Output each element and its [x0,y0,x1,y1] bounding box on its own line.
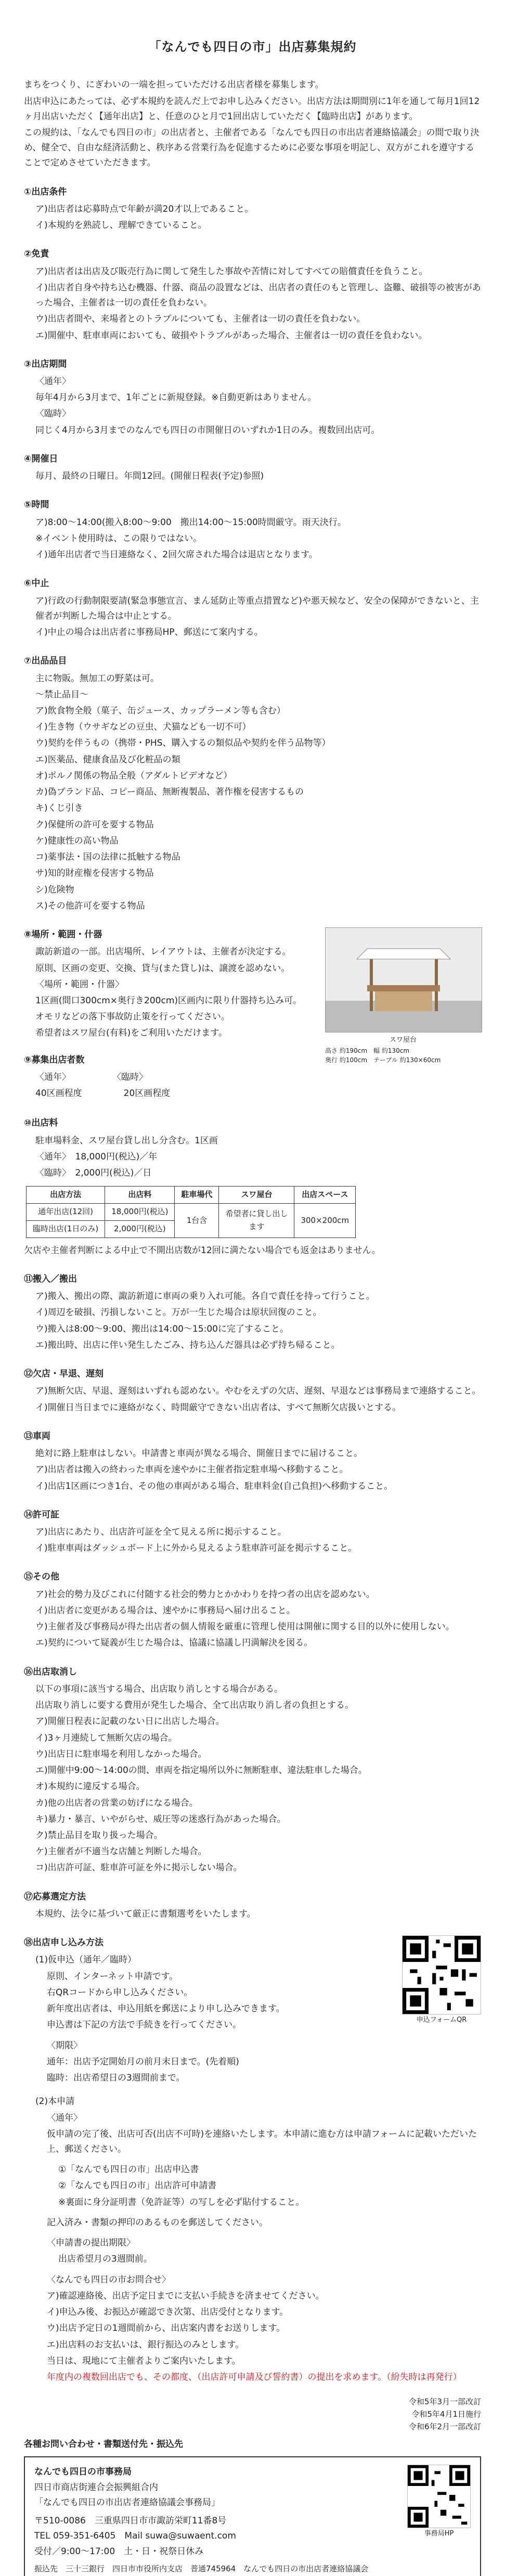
fee-cell: 臨時出店(1日のみ) [27,1220,105,1238]
sections-group-b [24,1272,481,1922]
booth-line: 諏訪新道の一部。出店場所、レイアウトは、主催者が決定する。 [35,947,291,958]
apply-qr-box [402,1935,481,2087]
section-item: 〈臨時〉 [35,409,71,419]
intro-line: この規約は、「なんでも四日の市」の出店者と、主催者である「なんでも四日の市出店者連絡協議会」の間で取り決め、健全で、自由な経済活動と、秩序ある営業行為を促進するために必要な事項を明記し、双方がこれを遵守することで定めさせていただきます。 [24,127,480,169]
contact-line: 振込先 三十三銀行 四日市市役所内支店 普通745964 なんでも四日の市出店者連絡協議会 [34,2564,369,2573]
apply-warning: 年度内の複数回出店でも、その都度、（出店許可申請及び誓約書）の提出を求めます。（紛失時は再発行） [47,2372,462,2383]
section-item: ア)開催日程表に記載のない日に出店した場合。 [35,1716,225,1727]
apply-line: 出店希望月の3週間前。 [58,2254,152,2265]
apply-line: 〈通年〉 [47,2112,82,2123]
section [24,1890,481,1922]
sections-group-a [24,185,481,914]
apply-qr-code[interactable] [402,1935,481,2014]
section [24,247,481,343]
recruit-row [24,1070,313,1085]
qr-icon [408,2465,470,2528]
section [24,357,481,438]
apply-line: ア)確認連絡後、出店予定日までに支払い手続きを済ませてください。 [47,2290,325,2301]
contact-line: TEL 059-351-6405 Mail suwa@suwaent.com [34,2531,236,2542]
section-title: ⑰応募選定方法 [24,1891,86,1902]
apply-line: 新年度出店者は、申込用紙を郵送により申し込みできます。 [47,2004,285,2014]
section-item: 出店取り消しに要する費用が発生した場合、全て出店取り消し者の負担とする。 [35,1700,354,1711]
contact-box [24,2456,481,2576]
section-fee [24,1116,481,1258]
contact-line: なんでも四日の市事務局 [34,2467,132,2478]
section-title: ⑮その他 [24,1572,59,1583]
recruit-cell: 20区画程度 [123,1088,171,1099]
section-item: イ)中止の場合は出店者に事務局HP、郵送にて案内する。 [35,627,263,638]
section-title: ⑪搬入／搬出 [24,1273,77,1284]
section-item: 毎年4月から3月まで、1年ごとに新規登録。※自動更新はありません。 [35,392,317,403]
apply-line: エ)出店料のお支払いは、銀行振込のみとします。 [47,2339,244,2350]
apply-line: 〈期限〉 [47,2040,82,2051]
fee-table-header: スワ屋台 [219,1187,294,1204]
section-item: エ)医薬品、健康食品及び化粧品の類 [35,754,180,765]
section-item: コ)薬事法・国の法律に抵触する物品 [35,852,180,863]
section-item: ア)出店者は応募時点で年齢が満20才以上であること。 [35,203,254,214]
section [24,1429,481,1494]
section-item: ウ)出店者間や、来場者とのトラブルについても、主催者は一切の責任を負わない。 [35,314,366,325]
section-item: ウ)出店日に駐車場を利用しなかった場合。 [35,1749,207,1759]
section [24,1570,481,1651]
fee-table-header: 出店方法 [27,1187,105,1204]
apply-line: 臨時：出店希望日の3週間前まで。 [47,2073,185,2084]
section [24,1665,481,1876]
apply-line: 〈申請書の提出期限〉 [47,2238,135,2249]
section-item: イ)通年出店者で当日連絡なく、2回欠席された場合は退店となります。 [35,550,318,560]
apply-line: イ)申込み後、お振込が確認でき次第、出店受付となります。 [47,2307,289,2318]
revision-dates [24,2395,481,2433]
section [24,654,481,914]
contact-line: 〒510-0086 三重県四日市市諏訪栄町11番8号 [34,2516,227,2527]
fee-table-header: 駐車場代 [175,1187,219,1204]
section-item: ウ)搬入は8:00〜9:00、搬出は14:00〜15:00に完了すること。 [35,1323,289,1334]
section [24,498,481,563]
section-item: カ)偽ブランド品、コピー商品、無断複製品、著作権を侵害するもの [35,787,304,798]
section-item: キ)暴力・暴言、いやがらせ、威圧等の迷惑行為があった場合。 [35,1814,286,1825]
section-item: イ)開催日当日までに連絡がなく、時間厳守できない出店者は、すべて無断欠店扱いとする。 [35,1402,401,1413]
section-item: イ)3ヶ月連続して無断欠店の場合。 [35,1732,177,1743]
section-item: カ)他の出店者の営業の妨げになる場合。 [35,1797,198,1808]
apply-line: 仮申請の完了後、出店可否(出店不可時)を連絡いたします。本申請に進む方は申請フォームに記載いただいた上、郵送ください。 [47,2128,477,2154]
contact-qr-code[interactable] [407,2465,471,2528]
section-item: エ)搬出時、出店に伴い発生したごみ、持ち込んだ器具は必ず持ち帰ること。 [35,1340,340,1350]
fee-cell: 300×200cm [294,1204,356,1238]
intro [24,78,481,171]
section-title: ⑱出店申し込み方法 [24,1937,103,1948]
section-apply [24,1935,481,2385]
section [24,1367,481,1415]
section-title: ⑧場所・範囲・什器 [24,929,102,940]
fee-cell: 希望者に貸し出します [219,1204,294,1238]
fee-cell: 1台含 [175,1204,219,1238]
fee-line: 〈臨時〉 2,000円(税込)／日 [35,1168,152,1179]
section [24,452,481,484]
fee-note: 欠店や主催者判断による中止で不開出店数が12回に満たない場合でも返金はありません。 [24,1245,381,1256]
fee-table-header: 出店スペース [294,1187,356,1204]
section-item: イ)本規約を熟読し、理解できていること。 [35,220,207,231]
section-title: ⑩出店料 [24,1118,58,1129]
apply-line: 〈なんでも四日の市お問合せ〉 [47,2274,171,2285]
section-item: ア)社会的勢力及びこれに付随する社会的勢力とかかわりを持つ者の出店を認めない。 [35,1589,375,1600]
section-item: 〜禁止品目〜 [35,689,88,700]
section-title: ①出店条件 [24,186,67,197]
apply-line: (2)本申請 [35,2096,75,2107]
section-item: ケ)健康性の高い物品 [35,835,119,846]
section-title: ⑥中止 [24,578,49,589]
intro-line: 出店申込にあたっては、必ず本規約を読んだ上でお申し込みください。出店方法は期間別に1年を通して毎月1回12ヶ月出店いただく【通年出店】と、任意のひと月で1回出店していただく【臨時出店】があります。 [24,96,480,122]
apply-line: ※裏面に身分証明書（免許証等）の写しを必ず貼付すること。 [58,2197,305,2208]
section-title: ⑬車両 [24,1431,50,1442]
section-item: ア)出店にあたり、出店許可証を全て見える所に掲示すること。 [35,1527,287,1537]
contact-qr-caption: 事務局HP [424,2530,454,2538]
photo-caption: スワ屋台 [389,1036,417,1044]
section-item: オ)ポルノ関係の物品全般（アダルトビデオなど） [35,770,232,781]
apply-line: ウ)出店予定日の1週間前から、出店案内書をお送りします。 [47,2323,286,2334]
section-booth [24,927,481,1102]
booth-photo-box [325,927,481,1102]
section-title: ⑦出品品目 [24,656,67,667]
section-item: ウ)主催者及び事務局が得た出店者の個人情報を厳重に管理し使用は開催に関する目的以外に使用しない。 [35,1622,455,1633]
revision-date: 令和5年4月1日施行 [411,2409,481,2419]
section-item: 本規約、法令に基づいて厳正に書類選考をいたします。 [35,1908,256,1919]
section-item: 以下の事項に該当する場合、出店取り消しとする場合がある。 [35,1684,283,1694]
photo-spec: 奥行 約100cm テーブル 約130×60cm [325,1056,441,1064]
apply-line: 申込書は下記の方法で手続きを行ってください。 [47,2020,241,2031]
fee-cell: 通年出店(12回) [27,1204,105,1221]
section-item: ク)禁止品目を取り扱った場合。 [35,1830,163,1841]
section-item: ス)その他許可を要する物品 [35,900,145,911]
contact-qr-box [407,2465,471,2575]
section [24,1508,481,1557]
section-title: ③出店期間 [24,359,67,369]
section-item: 絶対に路上駐車はしない。申請書と車両が異なる場合、開催日までに届けること。 [35,1448,362,1459]
booth-line: 希望者はスワ屋台(有料)をご利用いただけます。 [35,1028,227,1039]
intro-line: まちをつくり、にぎわいの一端を担っていただける出店者様を募集します。 [24,80,324,91]
fee-line: 駐車場料金、スワ屋台貸し出し分含む。1区画 [35,1135,218,1146]
booth-line: 原則、区画の変更、交換、貸与(また貸し)は、譲渡を認めない。 [35,963,290,974]
section-item: ケ)主催者が不適当な店舗と判断した場合。 [35,1846,207,1857]
section-item: シ)危険物 [35,884,74,895]
section-item: ア)行政の行動制限要請(緊急事態宣言、まん延防止等重点措置など)や悪天候など、安全の保障ができないと、主催者が判断した場合は中止とする。 [35,595,479,621]
section-title: ⑨募集出店者数 [24,1054,85,1065]
apply-line: 原則、インターネット申請です。 [47,1971,178,1982]
apply-line: 通年：出店予定開始月の前月末日まで。(先着順) [47,2056,239,2067]
apply-line: (1)仮申込（通年／臨時） [35,1955,137,1966]
qr-icon [403,1936,481,2014]
section-item: イ)生き物（ウサギなどの豆虫、犬猫なども一切不可） [35,722,251,733]
section-item: エ)契約について疑義が生じた場合は、協議に協議し円満解決を図る。 [35,1638,313,1649]
recruit-cell: 40区画程度 [35,1088,82,1099]
apply-line: ①「なんでも四日の市」出店申込書 [58,2164,199,2175]
recruit-cell: 〈臨時〉 [112,1072,148,1082]
section-title: ⑭許可証 [24,1509,59,1520]
section-item: ※イベント使用時は、この限りではない。 [35,533,202,544]
section-item: キ)くじ引き [35,803,83,814]
section-item: サ)知的財産権を侵害する物品 [35,868,154,879]
section-title: ④開催日 [24,453,58,464]
contact-line: 「なんでも四日の市出店者連絡協議会事務局」 [34,2497,220,2508]
fee-table-header: 出店料 [105,1187,175,1204]
section-item: ク)保健所の許可を要する物品 [35,819,154,830]
section-item: ア)出店者は搬入の終わった車両を速やかに主催者指定駐車場へ移動すること。 [35,1464,348,1475]
section-title: ⑯出店取消し [24,1666,77,1677]
recruit-row [24,1086,313,1101]
contact-line: 四日市商店街連合会振興組合内 [34,2482,158,2493]
section-item: ア)飲食物全般（菓子、缶ジュース、カップラーメン等も含む） [35,706,286,716]
section [24,1272,481,1353]
photo-spec: 高さ 約190cm 幅 約130cm [325,1047,410,1055]
recruit-cell: 〈通年〉 [35,1072,71,1082]
fee-cell: 18,000円(税込) [105,1204,175,1221]
contact-text [34,2465,368,2575]
fee-table [26,1186,356,1238]
section-item: 〈通年〉 [35,376,71,387]
section-item: イ)出店者自身や持ち込む機器、什器、商品の設置などは、出店者の責任のもと管理し、盗難、破損等の被害があった場合、主催者は一切の責任を負わない。 [35,282,481,309]
contact-line: 受付／9:00〜17:00 土・日・祝祭日休み [34,2546,204,2557]
booth-line: 1区画(間口300cm×奥行き200cm)区画内に限り什器持ち込み可。 [35,995,302,1006]
fee-cell: 2,000円(税込) [105,1220,175,1238]
revision-date: 令和5年3月一部改訂 [408,2397,481,2407]
section-title: ⑫欠店・早退、遅刻 [24,1369,103,1380]
section-item: ア)無断欠店、早退、遅刻はいずれも認めない。やむをえずの欠店、遅刻、早退などは事務局まで連絡すること。 [35,1386,481,1397]
section-item: エ)開催中、駐車車両においても、破損やトラブルがあった場合、主催者は一切の責任を負わない。 [35,330,428,341]
apply-line: 記入済み・書類の押印のあるものを郵送してください。 [47,2217,268,2228]
revision-date: 令和6年2月一部改訂 [408,2422,481,2432]
section-item: 主に物販。無加工の野菜は可。 [35,673,159,684]
page-title: 「なんでも四日の市」出店募集規約 [148,40,357,54]
section-item: 同じく4月から3月までのなんでも四日の市開催日のいずれか1日のみ。複数回出店可。 [35,425,380,436]
apply-qr-caption: 申込フォームQR [416,2016,467,2024]
section-item: ア)搬入、搬出の際、諏訪新道に車両の乗り入れ可能。各自で責任を持って行うこと。 [35,1291,375,1302]
booth-photo [325,927,482,1032]
section-item: イ)駐車車両はダッシュボード上に外から見えるよう駐車許可証を掲示すること。 [35,1543,357,1554]
section-item: オ)本規約に違反する場合。 [35,1781,145,1792]
section-item: イ)出店1区画につき1台、その他の車両がある場合、駐車料金(自己負担)へ移動すること。 [35,1481,393,1491]
section-item: コ)出店許可証、駐車許可証を外に掲示しない場合。 [35,1863,242,1873]
section [24,185,481,234]
section-item: ア)出店者は出店及び販売行為に関して発生した事故や苦情に対してすべての賠償責任を負うこと。 [35,266,428,277]
fee-line: 〈通年〉 18,000円(税込)／年 [35,1151,158,1162]
yatai-illustration [326,928,482,1032]
booth-line: オモリなどの落下事故防止策を行ってください。 [35,1012,230,1023]
section-title: ②免責 [24,249,49,260]
section-item: エ)開催中9:00〜14:00の間、車両を指定場所以外に無断駐車、違法駐車した場合。 [35,1765,367,1776]
section [24,576,481,640]
apply-line: 当日は、現地にて主催者よりご案内いたします。 [47,2355,241,2366]
apply-line: ②「なんでも四日の市」出店許可申請書 [58,2180,217,2191]
section-item: 毎月、最終の日曜日。年間12回。(開催日程表(予定)参照) [35,471,264,482]
booth-line: 〈場所・範囲・什器〉 [35,979,124,990]
section-title: ⑤時間 [24,500,49,511]
apply-line: 右QRコードから申し込みください。 [47,1987,193,1998]
section-item: ア)8:00〜14:00(搬入8:00〜9:00 搬出14:00〜15:00時間厳守。雨天決行。 [35,517,346,528]
contact-header: 各種お問い合わせ・書類送付先・振込先 [24,2439,183,2450]
section-item: イ)周辺を破損、汚損しないこと。万が一生じた場合は原状回復のこと。 [35,1307,322,1318]
section-item: ウ)契約を伴うもの（携帯・PHS、購入するの類似品や契約を伴う品物等） [35,738,331,749]
section-item: イ)出店者に変更がある場合は、速やかに事務局へ届け出ること。 [35,1605,295,1616]
